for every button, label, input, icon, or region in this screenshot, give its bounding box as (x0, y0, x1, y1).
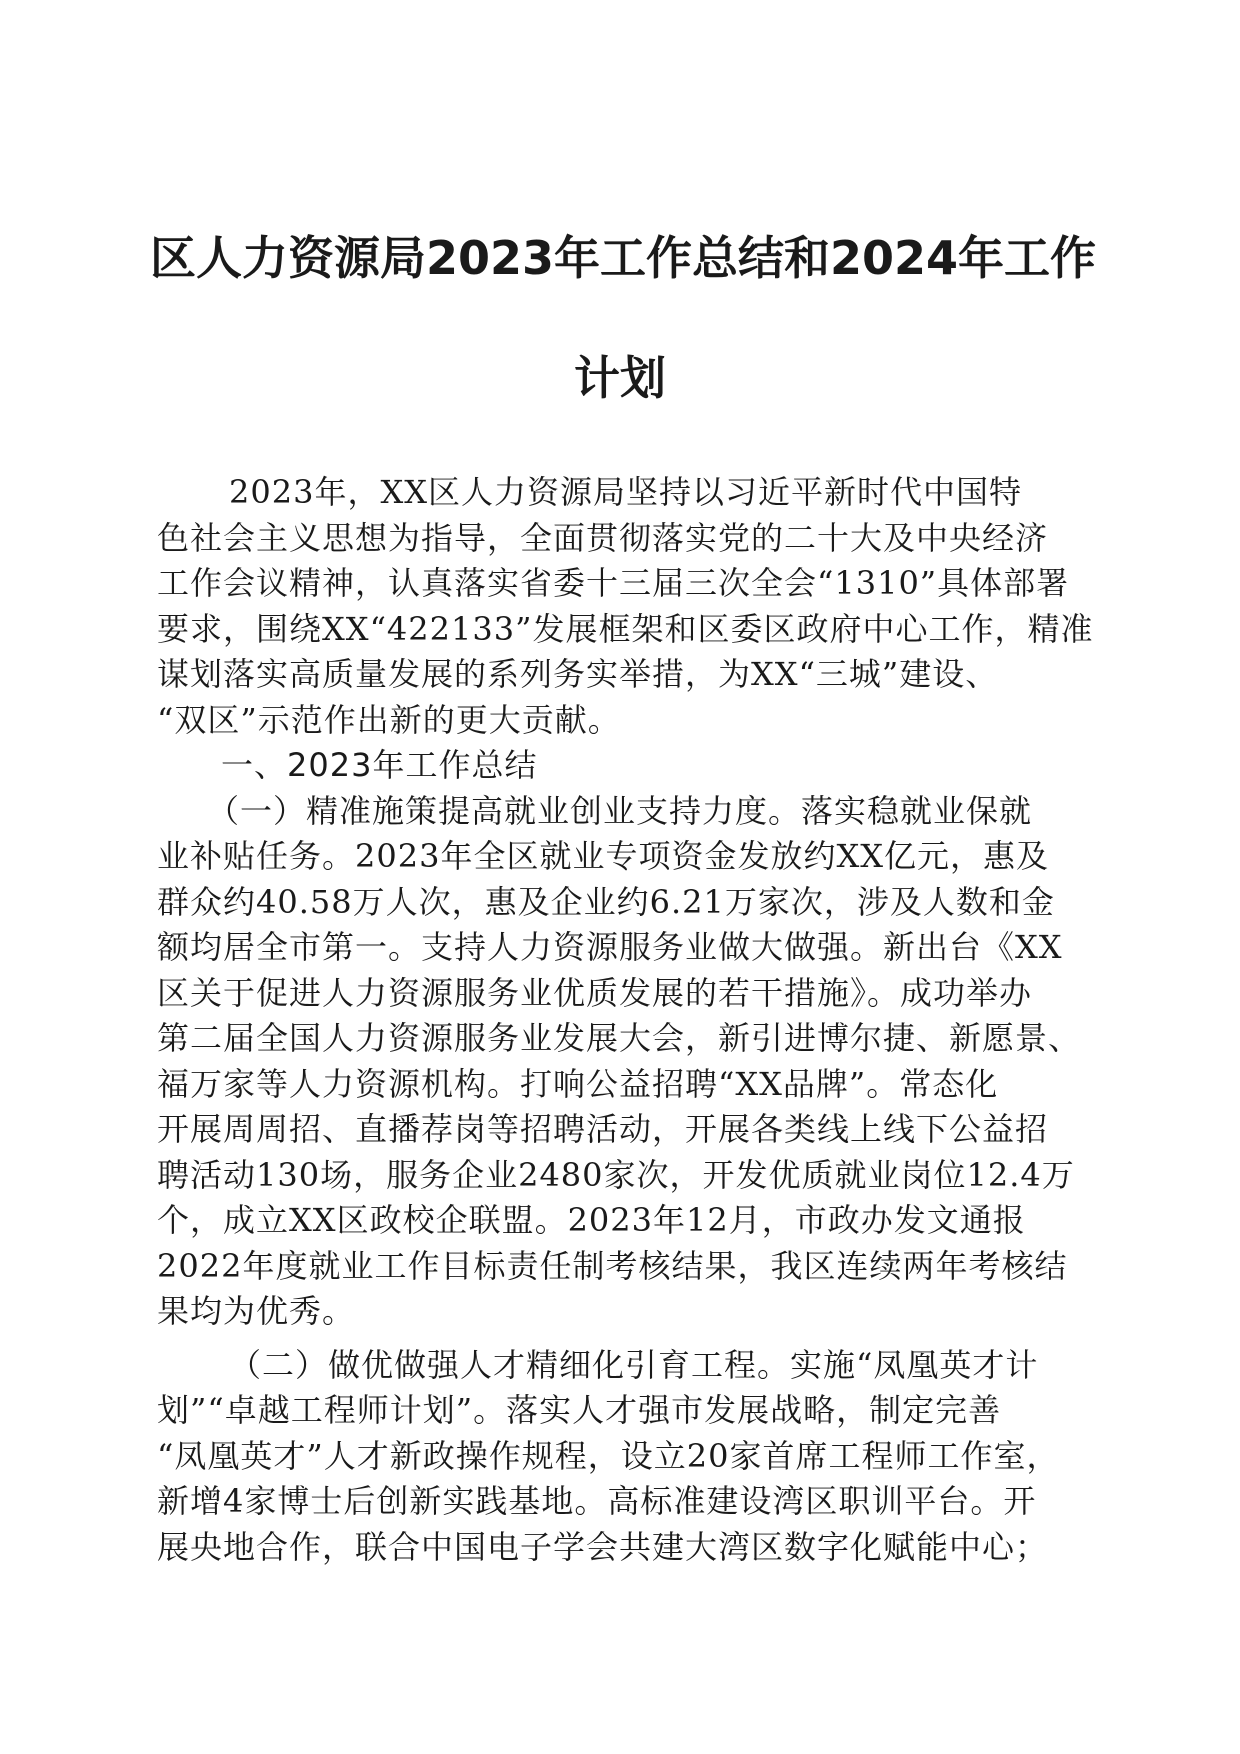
paragraph-line: 划”“卓越工程师计划”。落实人才强市发展战略，制定完善 (157, 1391, 1002, 1429)
intro-line: “双区”示范作出新的更大贡献。 (157, 700, 621, 739)
intro-line: 要求，围绕XX“422133”发展框架和区委区政府中心工作，精准 (157, 609, 1094, 648)
paragraph-line: 新增4家博士后创新实践基地。高标准建设湾区职训平台。开 (157, 1482, 1037, 1520)
paragraph-2 (157, 1343, 1077, 1571)
intro-line: 2023年，XX区人力资源局坚持以习近平新时代中国特 (229, 473, 1023, 511)
document-title-line-2: 计划 (574, 351, 666, 405)
paragraph-line: 群众约40.58万人次，惠及企业约6.21万家次，涉及人数和金 (157, 882, 1055, 921)
paragraph-line: （一）精准施策提高就业创业支持力度。落实稳就业保就 (207, 791, 1033, 830)
intro-line: 色社会主义思想为指导，全面贯彻落实党的二十大及中央经济 (157, 518, 1049, 557)
paragraph-line: 区关于促进人力资源服务业优质发展的若干措施》。成功举办 (157, 973, 1033, 1012)
paragraph-line: 聘活动130场，服务企业2480家次，开发优质就业岗位12.4万 (157, 1155, 1075, 1194)
paragraph-line: 果均为优秀。 (157, 1292, 356, 1330)
intro-paragraph (157, 470, 1094, 743)
paragraph-line: 2022年度就业工作目标责任制考核结果，我区连续两年考核结 (157, 1246, 1068, 1285)
document-body (157, 470, 1094, 1570)
paragraph-1 (157, 789, 1082, 1335)
paragraph-line: 额均居全市第一。支持人力资源服务业做大做强。新出台《XX (157, 928, 1063, 966)
document-title-line-1: 区人力资源局2023年工作总结和2024年工作 (150, 231, 1097, 285)
intro-line: 工作会议精神，认真落实省委十三届三次全会“1310”具体部署 (157, 564, 1070, 602)
paragraph-line: 福万家等人力资源机构。打响公益招聘“XX品牌”。常态化 (157, 1064, 999, 1103)
paragraph-line: 业补贴任务。2023年全区就业专项资金发放约XX亿元，惠及 (157, 837, 1050, 875)
section-heading: 一、2023年工作总结 (221, 746, 538, 784)
paragraph-line: “凤凰英才”人才新政操作规程，设立20家首席工程师工作室， (157, 1436, 1060, 1475)
paragraph-line: 个，成立XX区政校企联盟。2023年12月，市政办发文通报 (157, 1201, 1026, 1239)
paragraph-line: 开展周周招、直播荐岗等招聘活动，开展各类线上线下公益招 (157, 1110, 1049, 1148)
paragraph-line: 展央地合作，联合中国电子学会共建大湾区数字化赋能中心； (157, 1527, 1049, 1566)
paragraph-line: 第二届全国人力资源服务业发展大会，新引进博尔捷、新愿景、 (157, 1019, 1082, 1057)
intro-line: 谋划落实高质量发展的系列务实举措，为XX“三城”建设、 (157, 655, 999, 693)
paragraph-line: （二）做优做强人才精细化引育工程。实施“凤凰英才计 (229, 1345, 1039, 1384)
